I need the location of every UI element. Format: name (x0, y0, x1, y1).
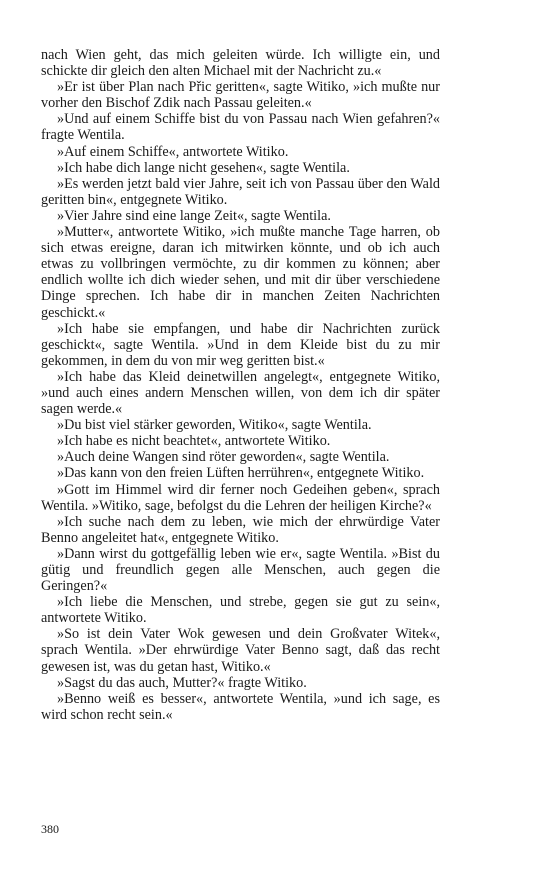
paragraph: »Sagst du das auch, Mutter?« fragte Witiko. (57, 674, 307, 691)
paragraph: »Ich habe das Kleid deinetwillen angelegt«, entgegnete Witiko, »und auch eines andern Menschen willen, von dem ich dir später sagen werde.« (41, 368, 440, 418)
paragraph: »Vier Jahre sind eine lange Zeit«, sagte Wentila. (57, 207, 331, 224)
paragraph: »Du bist viel stärker geworden, Witiko«, sagte Wentila. (57, 417, 372, 434)
paragraph: »Ich suche nach dem zu leben, wie mich der ehrwürdige Vater Benno angeleitet hat«, entgegnete Witiko. (41, 513, 440, 546)
paragraph: »Das kann von den freien Lüften herrühren«, entgegnete Witiko. (57, 465, 425, 482)
page-number: 380 (41, 822, 59, 836)
book-page (41, 47, 440, 723)
paragraph: »So ist dein Vater Wok gewesen und dein Großvater Witek«, sprach Wentila. »Der ehrwürdige Vater Benno sagt, daß das recht gewesen ist, was du getan hast, Witiko.« (41, 626, 440, 675)
paragraph: »Es werden jetzt bald vier Jahre, seit ich von Passau über den Wald geritten bin«, entgegnete Witiko. (41, 175, 440, 208)
paragraph: »Dann wirst du gottgefällig leben wie er«, sagte Wentila. »Bist du gütig und freundlich gegen alle Menschen, auch gegen die Geringen?« (41, 545, 440, 595)
text-block (41, 47, 440, 723)
paragraph: »Und auf einem Schiffe bist du von Passau nach Wien gefahren?« fragte Wentila. (41, 111, 440, 144)
paragraph: »Auf einem Schiffe«, antwortete Witiko. (57, 143, 289, 160)
paragraph: »Ich habe sie empfangen, und habe dir Nachrichten zurück geschickt«, sagte Wentila. »Und in dem Kleide bist du zu mir gekommen, in dem du von mir weg geritten bist.« (41, 320, 440, 369)
paragraph: nach Wien geht, das mich geleiten würde. Ich willigte ein, und schickte dir gleich den alten Michael mit der Nachricht zu.« (41, 47, 440, 80)
paragraph: »Gott im Himmel wird dir ferner noch Gedeihen geben«, sprach Wentila. »Witiko, sage, befolgst du die Lehren der heiligen Kirche?« (41, 481, 440, 514)
paragraph: »Mutter«, antwortete Witiko, »ich mußte manche Tage harren, ob sich etwas ereigne, daran ich mitwirken könnte, und ob ich auch etwas zu vollbringen vermöchte, zu dir kommen zu können; aber endlich wollte ich dich wieder sehen, und mit dir über verschiedene Dinge sprechen. Ich habe dir in manchen Zeiten Nachrichten geschickt.« (41, 224, 440, 321)
paragraph: »Benno weiß es besser«, antwortete Wentila, »und ich sage, es wird schon recht sein.« (41, 690, 440, 723)
paragraph: »Auch deine Wangen sind röter geworden«, sagte Wentila. (57, 449, 390, 466)
paragraph: »Ich liebe die Menschen, und strebe, gegen sie gut zu sein«, antwortete Witiko. (41, 594, 440, 627)
paragraph: »Er ist über Plan nach Přic geritten«, sagte Witiko, »ich mußte nur vorher den Bischof Zdik nach Passau geleiten.« (41, 79, 440, 112)
paragraph: »Ich habe es nicht beachtet«, antwortete Witiko. (57, 433, 331, 450)
paragraph: »Ich habe dich lange nicht gesehen«, sagte Wentila. (57, 159, 350, 176)
